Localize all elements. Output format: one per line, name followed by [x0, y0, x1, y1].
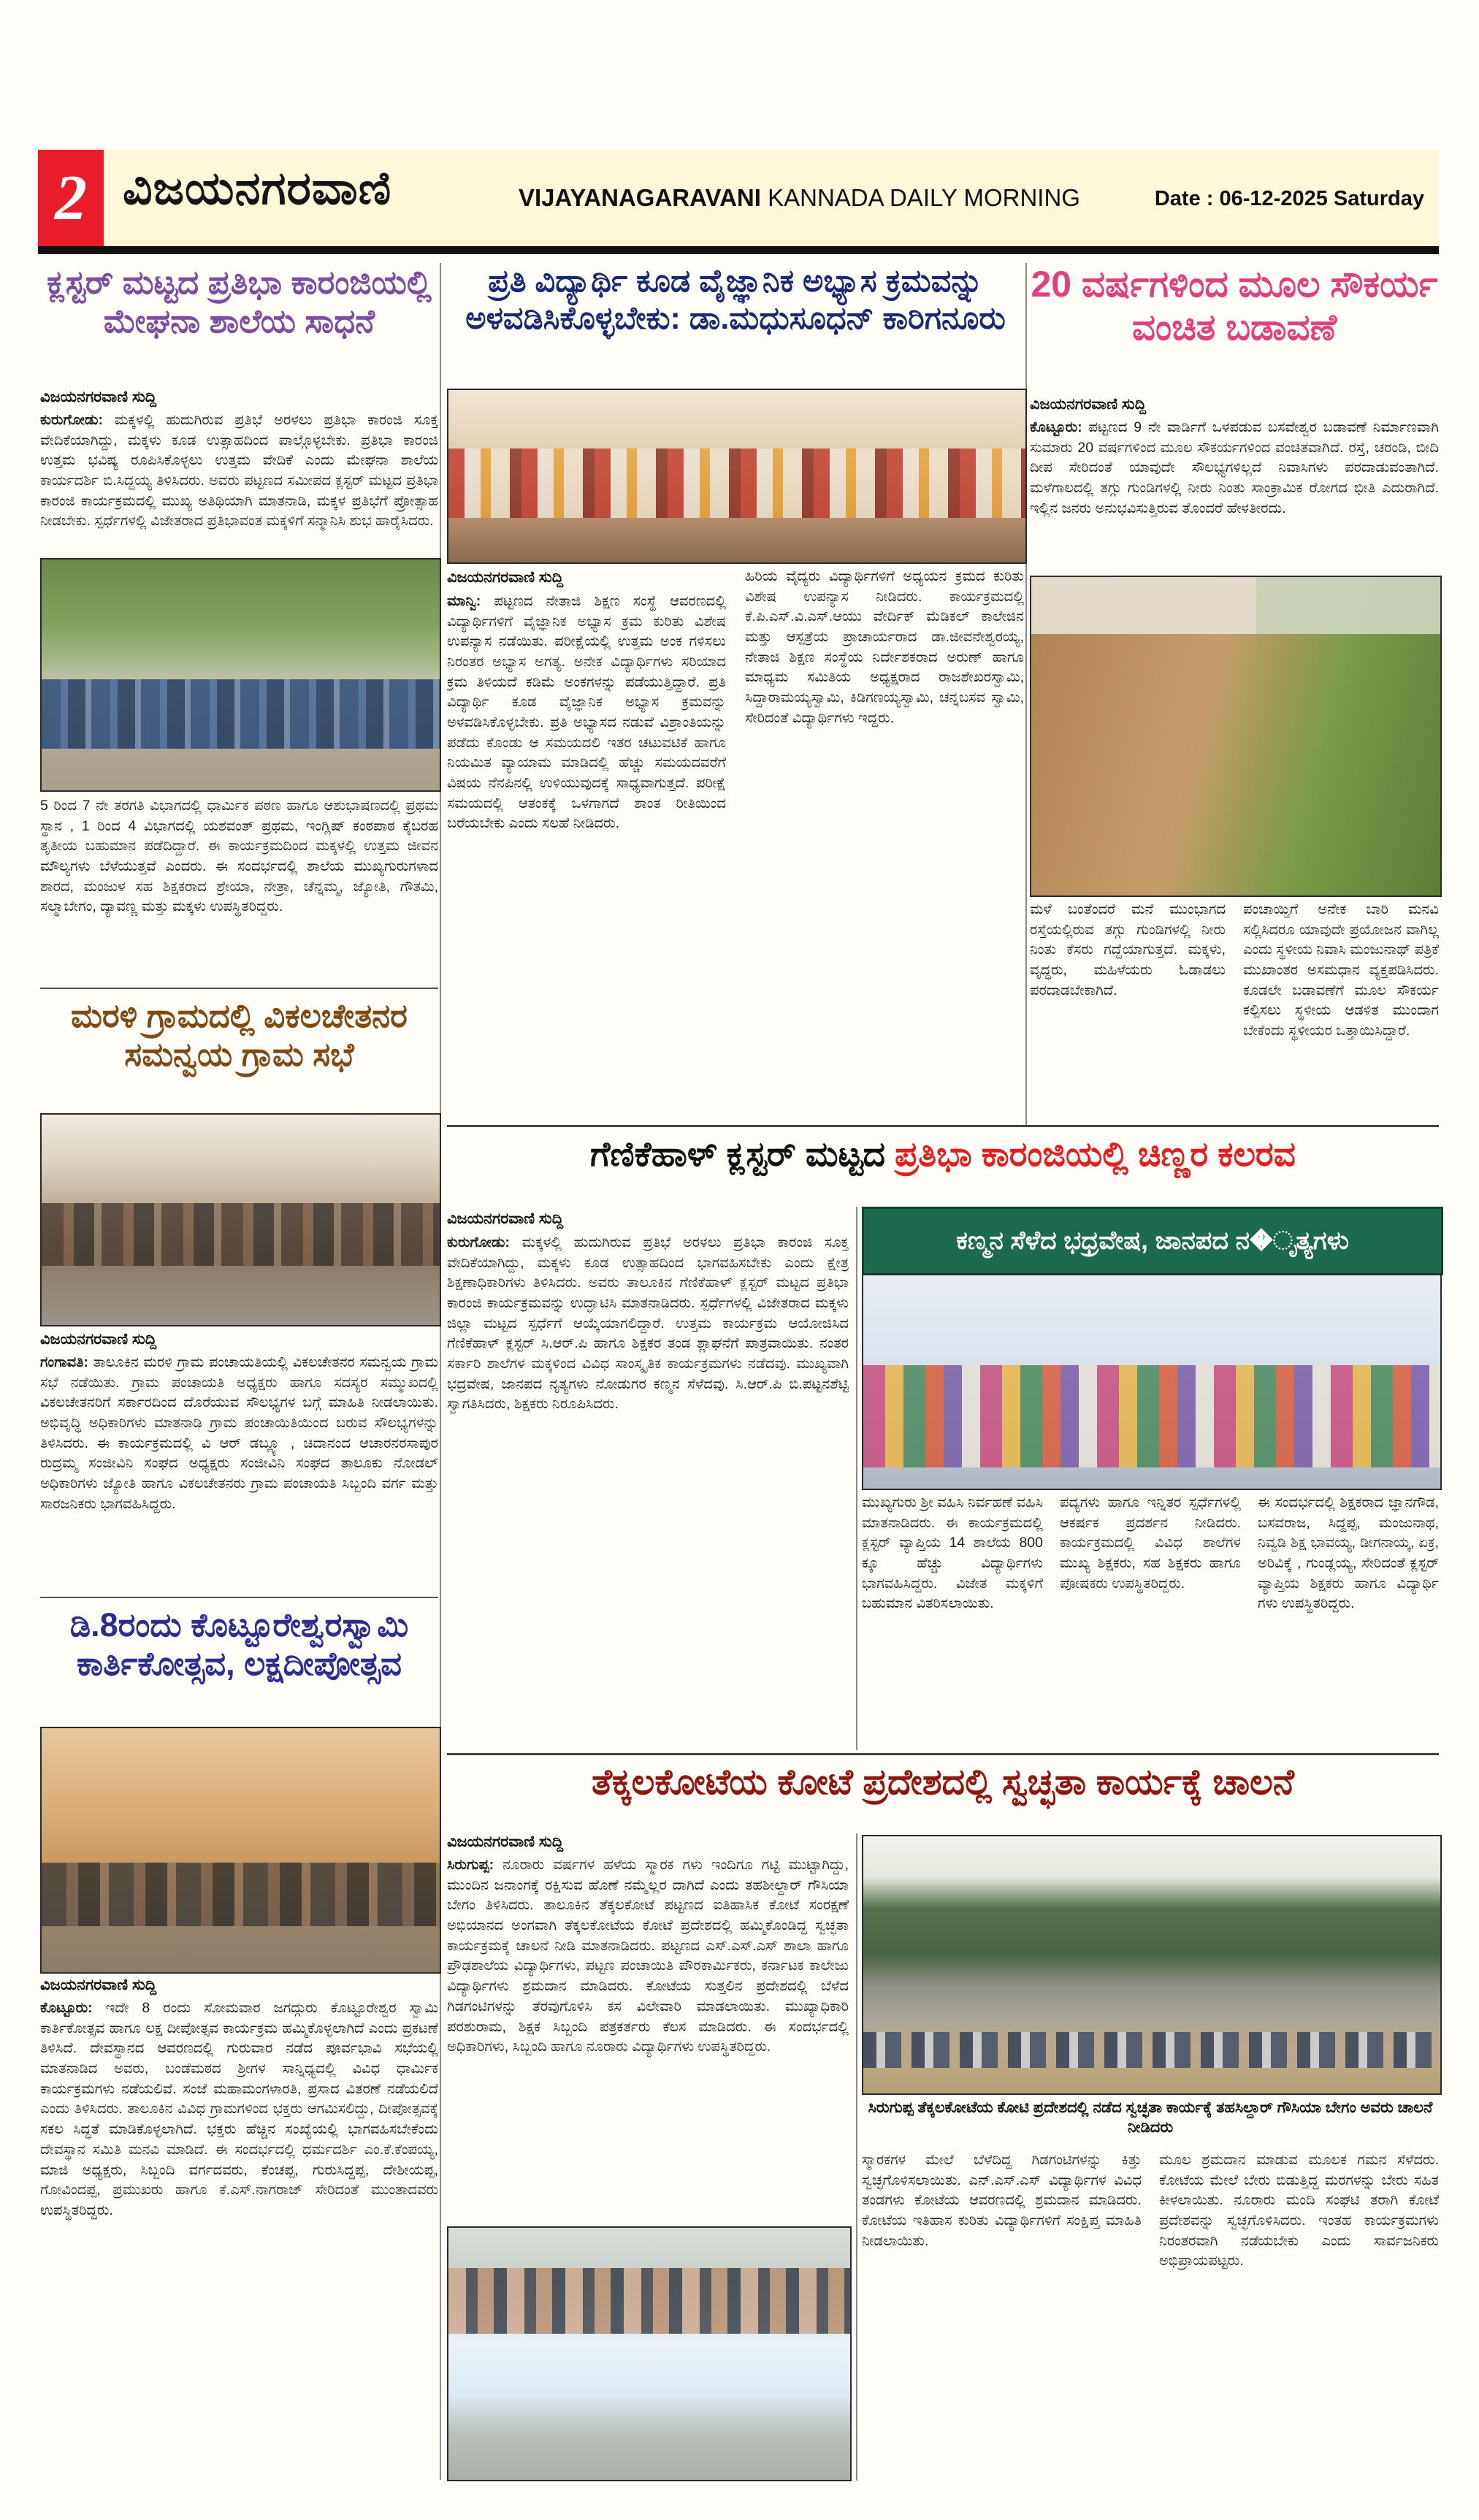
article-kalarava-col-d: ಈ ಸಂದರ್ಭದಲ್ಲಿ ಶಿಕ್ಷಕರಾದ ಜ್ಞಾನಗೌಡ, ಬಸವರಾಜ, ಸಿದ್ದಪ್ಪ, ಮಂಜುನಾಥ, ನಿವ್ವಡಿ ಶಿಕ್ಷ ಭಾವಯ್ಯ, ಡೀಗನಾಯ್ಕ, ಏಕ್ರ, ಅರಿವಿಕ್ಕೆ , ಗುಂಡ್ಲಯ್ಯ, ಸೇರಿದಂತೆ ಕ್ಲಸ್ಟರ್ ವ್ಯಾಪ್ತಿಯ ಶಿಕ್ಷಕರು ಹಾಗೂ ವಿದ್ಯಾರ್ಥಿ ಗಳು ಉಪಸ್ಥಿತರಿದ್ದರು.: [1258, 1494, 1439, 1612]
photo-costumed-children: [862, 1274, 1442, 1490]
body-text: ತಾಲೂಕಿನ ಮರಳಿ ಗ್ರಾಮ ಪಂಚಾಯತಿಯಲ್ಲಿ ವಿಕಲಚೇತನರ ಸಮನ್ವಯ ಗ್ರಾಮ ಸಭೆ ನಡೆಯಿತು. ಗ್ರಾಮ ಪಂಚಾಯತಿ ಅಧ್ಯಕ್ಷರು ಹಾಗೂ ಸದಸ್ಯರ ಸಮ್ಮುಖದಲ್ಲಿ ವಿಕಲಚೇತನರಿಗೆ ಸರ್ಕಾರದಿಂದ ದೊರೆಯುವ ಸೌಲಭ್ಯಗಳ ಬಗ್ಗೆ ಮಾಹಿತಿ ನೀಡಲಾಯಿತು. ಅಭಿವೃದ್ಧಿ ಅಧಿಕಾರಿಗಳು ಮಾತನಾಡಿ ಗ್ರಾಮ ಪಂಚಾಯಿತಿಯಿಂದ ಬರುವ ಸೌಲಭ್ಯಗಳನ್ನು ತಿಳಿಸಿದರು. ಈ ಕಾರ್ಯಕ್ರಮದಲ್ಲಿ ವಿ ಆರ್ ಡಬ್ಲ್ಯೂ , ಚಿದಾನಂದ ಆಚಾರನರಸಾಪುರ ರುದ್ರಮ್ಮ ಸಂಜೀವಿನಿ ಸಂಘದ ಅಧ್ಯಕ್ಷರು ಸಂಜೀವಿನಿ ಸಂಘದ ತಾಲೂಕು ನೋಡಲ್ ಅಧಿಕಾರಿಗಳು ಜ್ಯೋತಿ ಹಾಗೂ ವಿಕಲಚೇತನರು ಗ್ರಾಮ ಪಂಚಾಯತಿ ಸಿಬ್ಬಂದಿ ವರ್ಗ ಮತ್ತು ಸಾರಜನಿಕರು ಭಾಗವಹಿಸಿದ್ದರು.: [40, 1354, 438, 1512]
masthead-english-name: VIJAYANAGARAVANI: [519, 184, 761, 211]
body-text: ನೂರಾರು ವರ್ಷಗಳ ಹಳೆಯ ಸ್ಮಾರಕ ಗಳು ಇಂದಿಗೂ ಗಟ್ಟಿ ಮುಟ್ಟಾಗಿದ್ದು, ಮುಂದಿನ ಜನಾಂಗಕ್ಕೆ ರಕ್ಷಿಸುವ ಹೊಣೆ ನಮ್ಮೆಲ್ಲರ ದಾಗಿದೆ ಎಂದು ತಹಶೀಲ್ದಾರ್ ಗೌಸಿಯಾ ಬೇಗಂ ತಿಳಿಸಿದರು. ತಾಲೂಕಿನ ತೆಕ್ಕಲಕೋಟೆ ಪಟ್ಟಣದ ಐತಿಹಾಸಿಕ ಕೋಟೆ ಸಂರಕ್ಷಣೆ ಅಭಿಯಾನದ ಅಂಗವಾಗಿ ತೆಕ್ಕಲಕೋಟೆಯ ಕೋಟೆ ಪ್ರದೇಶದಲ್ಲಿ ಹಮ್ಮಿಕೊಂಡಿದ್ದ ಸ್ವಚ್ಛತಾ ಕಾರ್ಯಕ್ರಮಕ್ಕೆ ಚಾಲನೆ ನೀಡಿ ಮಾತನಾಡಿದರು. ಪಟ್ಟಣದ ಎಸ್.ಎಸ್.ಎಸ್ ಶಾಲಾ ಹಾಗೂ ಪ್ರೌಢಶಾಲೆಯ ವಿದ್ಯಾರ್ಥಿಗಳು, ಪಟ್ಟಣ ಪಂಚಾಯಿತಿ ಪೌರಕಾರ್ಮಿಕರು, ಕರ್ನಾಟಕ ಕಾಲೇಜು ವಿದ್ಯಾರ್ಥಿಗಳು ಶ್ರಮದಾನ ಮಾಡಿದರು. ಕೋಟೆಯ ಸುತ್ತಲಿನ ಪ್ರದೇಶದಲ್ಲಿ ಬೆಳೆದ ಗಿಡಗಂಟಿಗಳನ್ನು ತೆರವುಗೊಳಿಸಿ ಕಸ ವಿಲೇವಾರಿ ಮಾಡಲಾಯಿತು. ಮುಖ್ಯಾಧಿಕಾರಿ ಪರಶುರಾಮ, ಶಿಕ್ಷಕ ಸಿಬ್ಬಂದಿ ಪತ್ರಕರ್ತರು ಕೆಲಸ ಮಾಡಿದರು. ಈ ಸಂದರ್ಭದಲ್ಲಿ ಅಧಿಕಾರಿಗಳು, ಸಿಬ್ಬಂದಿ ಹಾಗೂ ನೂರಾರು ವಿದ್ಯಾರ್ಥಿಗಳು ಉಪಸ್ಥಿತರಿದ್ದರು.: [447, 1857, 849, 2055]
photo-detail: [42, 1863, 440, 1926]
photo-banner-students: [447, 2226, 852, 2481]
article-fort-byline: ವಿಜಯನಗರವಾಣಿ ಸುದ್ದಿ: [447, 1833, 564, 1850]
article-gramasabhe-byline: ವಿಜಯನಗರವಾಣಿ ಸುದ್ದಿ: [40, 1331, 157, 1348]
article-fort-columns: [862, 2150, 1439, 2481]
article-cluster-body: [40, 411, 438, 555]
photo-detail: [863, 2032, 1440, 2068]
dateline: ಕುರುಗೋಡು:: [40, 412, 103, 428]
article-fort-headline: ತೆಕ್ಕಲಕೋಟೆಯ ಕೋಟೆ ಪ್ರದೇಶದಲ್ಲಿ ಸ್ವಚ್ಛತಾ ಕಾರ್ಯಕ್ಕೆ ಚಾಲನೆ: [592, 1763, 1294, 1802]
article-cluster-byline: ವಿಜಯನಗರವಾಣಿ ಸುದ್ದಿ: [40, 389, 157, 405]
article-fort-col-c: ಮೂಲ ಶ್ರಮದಾನ ಮಾಡುವ ಮೂಲಕ ಗಮನ ಸೆಳೆದರು. ಕೋಟೆಯ ಮೇಲೆ ಬೇರು ಬಿಡುತ್ತಿದ್ದ ಮರಗಳನ್ನು ಬೇರು ಸಹಿತ ಕೀಳಲಾಯಿತು. ನೂರಾರು ಮಂದಿ ಸಂಘಟಿ ತರಾಗಿ ಕೋಟೆ ಪ್ರದೇಶವನ್ನು ಸ್ವಚ್ಛಗೊಳಿಸಿದರು. ಇಂತಹ ಕಾರ್ಯಕ್ರಮಗಳು ನಿರಂತರವಾಗಿ ನಡೆಯಬೇಕು ಎಂದು ಸಾರ್ವಜನಿಕರು ಅಭಿಪ್ರಾಯಪಟ್ಟರು.: [1159, 2152, 1439, 2269]
article-study-byline: ವಿಜಯನಗರವಾಣಿ ಸುದ್ದಿ: [447, 569, 564, 586]
date-label: Date : 06-12-2025 Saturday: [1154, 187, 1424, 210]
photo-detail: [42, 1203, 440, 1266]
dateline: ಗಂಗಾವತಿ:: [40, 1354, 88, 1370]
article-study-columns: [447, 567, 1024, 1047]
page-number-badge: 2: [38, 150, 104, 246]
photo-temple-meeting: [40, 1727, 441, 1974]
column-separator: [856, 1207, 857, 1750]
dateline: ಕುರುಗೋಡು:: [447, 1234, 510, 1251]
article-cluster-body-continued: 5 ರಿಂದ 7 ನೇ ತರಗತಿ ವಿಭಾಗದಲ್ಲಿ ಧಾರ್ಮಿಕ ಪಠಣ ಹಾಗೂ ಆಶುಭಾಷಣದಲ್ಲಿ ಪ್ರಥಮ ಸ್ಥಾನ , 1 ರಿಂದ 4 ವಿಭಾಗದಲ್ಲಿ ಯಶವಂತ್ ಪ್ರಥಮ, ಇಂಗ್ಲಿಷ್ ಕಂಠಪಾಠ ಕೈಬರಹ ತೃತೀಯ ಬಹುಮಾನ ಪಡೆದಿದ್ದಾರೆ. ಈ ಕಾರ್ಯಕ್ರಮದಿಂದ ಮಕ್ಕಳಲ್ಲಿ ಉತ್ತಮ ಜೀವನ ಮೌಲ್ಯಗಳು ಬೆಳೆಯುತ್ತವೆ ಎಂದರು. ಈ ಸಂದರ್ಭದಲ್ಲಿ ಶಾಲೆಯ ಮುಖ್ಯಗುರುಗಳಾದ ಶಾರದ, ಮಂಜುಳ ಸಹ ಶಿಕ್ಷಕರಾದ ಶ್ರೇಯಾ, ನೇತ್ರಾ, ಚೆನ್ನಮ್ಮ, ಜ್ಯೋತಿ, ಗೌತಮಿ, ಸಲ್ಮಾಬೇಗಂ, ದ್ಯಾವಣ್ಣ ಮತ್ತು ಮಕ್ಕಳು ಉಪಸ್ಥಿತರಿದ್ದರು.: [40, 798, 438, 915]
masthead-kannada-title: ವಿಜಯನಗರವಾಣಿ: [123, 163, 392, 214]
article-kalarava-subhead-banner: ಕಣ್ಮನ ಸೆಳೆದ ಭಧ್ರವೇಷ, ಜಾನಪದ ನ�ೃತ್ಯಗಳು: [862, 1207, 1443, 1275]
article-fort-col-a-wrap: [447, 1833, 849, 2222]
photo-school-children-group: [40, 558, 441, 792]
dateline: ಸಿರುಗುಪ್ಪ:: [447, 1857, 494, 1873]
body-text: ಇದೇ 8 ರಂದು ಸೋಮವಾರ ಜಗದ್ಗುರು ಕೊಟ್ಟೂರೇಶ್ವರ ಸ್ವಾಮಿ ಕಾರ್ತಿಕೋತ್ಸವ ಹಾಗೂ ಲಕ್ಷ ದೀಪೋತ್ಸವ ಕಾರ್ಯಕ್ರಮ ಹಮ್ಮಿಕೊಳ್ಳಲಾಗಿದೆ ಎಂದು ಪ್ರಕಟಣೆ ತಿಳಿಸಿದೆ. ದೇವಸ್ಥಾನದ ಆವರಣದಲ್ಲಿ ಗುರುವಾರ ನಡೆದ ಪೂರ್ವಭಾವಿ ಸಭೆಯಲ್ಲಿ ಮಾತನಾಡಿದ ಅವರು, ಬಂಡೆಮಠದ ಶ್ರೀಗಳ ಸಾನ್ನಿಧ್ಯದಲ್ಲಿ ವಿವಿಧ ಧಾರ್ಮಿಕ ಕಾರ್ಯಕ್ರಮಗಳು ನಡೆಯಲಿವೆ. ಸಂಜೆ ಮಹಾಮಂಗಳಾರತಿ, ಪ್ರಸಾದ ವಿತರಣೆ ನಡೆಯಲಿದೆ ಎಂದು ತಿಳಿಸಿದರು. ತಾಲೂಕಿನ ವಿವಿಧ ಗ್ರಾಮಗಳಿಂದ ಭಕ್ತರು ಆಗಮಿಸಲಿದ್ದು, ದೀಪೋತ್ಸವಕ್ಕೆ ಸಕಲ ಸಿದ್ಧತೆ ಮಾಡಿಕೊಳ್ಳಲಾಗಿದೆ. ಭಕ್ತರು ಹೆಚ್ಚಿನ ಸಂಖ್ಯೆಯಲ್ಲಿ ಭಾಗವಹಿಸಬೇಕೆಂದು ದೇವಸ್ಥಾನ ಸಮಿತಿ ಮನವಿ ಮಾಡಿದೆ. ಈ ಸಂದರ್ಭದಲ್ಲಿ ಧರ್ಮದರ್ಶಿ ಎಂ.ಕೆ.ಕೆಂಪಯ್ಯ, ಮಾಜಿ ಅಧ್ಯಕ್ಷರು, ಸಿಬ್ಬಂದಿ ವರ್ಗದವರು, ಕೆಂಚಪ್ಪ, ಗುರುಸಿದ್ದಪ್ಪ, ದೇಶೀಯಪ್ಪ, ಗೋವಿಂದಪ್ಪ, ಪ್ರಮುಖರು ಹಾಗೂ ಕೆ.ಎಸ್.ನಾಗರಾಜ್ ಸೇರಿದಂತೆ ಮುಂತಾದವರು ಉಪಸ್ಥಿತರಿದ್ದರು.: [40, 2000, 438, 2218]
masthead-tagline: KANNADA DAILY MORNING: [768, 184, 1080, 211]
article-kalarava-headline: [447, 1134, 1439, 1201]
article-kalarava-col-b: ಮುಖ್ಯಗುರು ಶ್ರೀ ವಹಿಸಿ ನಿರ್ವಹಣೆ ವಹಿಸಿ ಮಾತನಾಡಿದರು. ಈ ಕಾರ್ಯಕ್ರಮದಲ್ಲಿ ಕ್ಲಸ್ಟರ್ ವ್ಯಾಪ್ತಿಯ 14 ಶಾಲೆಯ 800 ಕ್ಕೂ ಹೆಚ್ಚು ವಿದ್ಯಾರ್ಥಿಗಳು ಭಾಗವಹಿಸಿದ್ದರು. ವಿಜೇತ ಮಕ್ಕಳಿಗೆ ಬಹುಮಾನ ವಿತರಿಸಲಾಯಿತು.: [862, 1494, 1043, 1612]
article-badavane-col-b: ಪಂಚಾಯ್ತಿಗೆ ಅನೇಕ ಬಾರಿ ಮನವಿ ಸಲ್ಲಿಸಿದರೂ ಯಾವುದೇ ಪ್ರಯೋಜನ ವಾಗಿಲ್ಲ ಎಂದು ಸ್ಥಳೀಯ ನಿವಾಸಿ ಮಂಜುನಾಥ್ ಪತ್ರಿಕೆ ಮುಖಾಂತರ ಅಸಮಧಾನ ವ್ಯಕ್ತಪಡಿಸಿದರು. ಕೂಡಲೇ ಬಡಾವಣೆಗೆ ಮೂಲ ಸೌಕರ್ಯ ಕಲ್ಪಿಸಲು ಸ್ಥಳೀಯ ಆಡಳಿತ ಮುಂದಾಗ ಬೇಕೆಂದು ಸ್ಥಳೀಯರ ಒತ್ತಾಯಿಸಿದ್ದಾರೆ.: [1243, 901, 1439, 1039]
article-kalarava-col-c: ಪದ್ಯಗಳು ಹಾಗೂ ಇನ್ನಿತರ ಸ್ಪರ್ಧೆಗಳಲ್ಲಿ ಆಕರ್ಷಕ ಪ್ರದರ್ಶನ ನೀಡಿದರು. ಕಾರ್ಯಕ್ರಮದಲ್ಲಿ ವಿವಿಧ ಶಾಲೆಗಳ ಮುಖ್ಯ ಶಿಕ್ಷಕರು, ಸಹ ಶಿಕ್ಷಕರು ಹಾಗೂ ಪೋಷಕರು ಉಪಸ್ಥಿತರಿದ್ದರು.: [1060, 1494, 1241, 1592]
photo-detail: [863, 1365, 1440, 1467]
article-kalarava-columns: [862, 1493, 1439, 1750]
photo-fort-cleanup: [862, 1835, 1442, 2095]
masthead-english-title: [519, 184, 1080, 212]
article-kottur-byline: ವಿಜಯನಗರವಾಣಿ ಸುದ್ದಿ: [40, 1977, 157, 1993]
body-text: ಮಕ್ಕಳಲ್ಲಿ ಹುದುಗಿರುವ ಪ್ರತಿಭೆ ಅರಳಲು ಪ್ರತಿಭಾ ಕಾರಂಜಿ ಸೂಕ್ತ ವೇದಿಕೆಯಾಗಿದ್ದು, ಮಕ್ಕಳು ಕೂಡ ಉತ್ಸಾಹದಿಂದ ಪಾಲ್ಗೊಳ್ಳಬೇಕು. ಪ್ರತಿಭಾ ಕಾರಂಜಿ ಉತ್ತಮ ಭವಿಷ್ಯ ರೂಪಿಸಿಕೊಳ್ಳಲು ಉತ್ತಮ ವೇದಿಕೆ ಎಂದು ಮೇಘನಾ ಶಾಲೆಯ ಕಾರ್ಯದರ್ಶಿ ಬಿ.ಸಿದ್ದಯ್ಯ ತಿಳಿಸಿದರು. ಅವರು ಪಟ್ಟಣದ ಸಮೀಪದ ಕ್ಲಸ್ಟರ್ ಮಟ್ಟದ ಪ್ರತಿಭಾ ಕಾರಂಜಿ ಕಾರ್ಯಕ್ರಮದಲ್ಲಿ ಮುಖ್ಯ ಅತಿಥಿಯಾಗಿ ಮಾತನಾಡಿ, ಮಕ್ಕಳ ಪ್ರತಿಭೆಗೆ ಪ್ರೋತ್ಸಾಹ ನೀಡಬೇಕು. ಸ್ಪರ್ಧೆಗಳಲ್ಲಿ ವಿಜೇತರಾದ ಪ್ರತಿಭಾವಂತ ಮಕ್ಕಳಿಗೆ ಸನ್ಮಾನಿಸಿ ಶುಭ ಹಾರೈಸಿದರು.: [40, 412, 438, 530]
masthead-rule: [38, 246, 1439, 254]
article-badavane-col-a: ಮಳೆ ಬಂತೆಂದರೆ ಮನೆ ಮುಂಭಾಗದ ರಸ್ತೆಯಲ್ಲಿರುವ ತಗ್ಗು ಗುಂಡಿಗಳಲ್ಲಿ ನೀರು ನಿಂತು ಕೆಸರು ಗದ್ದೆಯಾಗುತ್ತದೆ. ಮಕ್ಕಳು, ವೃದ್ಧರು, ಮಹಿಳೆಯರು ಓಡಾಡಲು ಪರದಾಡಬೇಕಾಗಿದೆ.: [1030, 901, 1226, 999]
body-text: ಮಕ್ಕಳಲ್ಲಿ ಹುದುಗಿರುವ ಪ್ರತಿಭೆ ಅರಳಲು ಪ್ರತಿಭಾ ಕಾರಂಜಿ ಸೂಕ್ತ ವೇದಿಕೆಯಾಗಿದ್ದು, ಮಕ್ಕಳು ಕೂಡ ಉತ್ಸಾಹದಿಂದ ಭಾಗವಹಿಸಬೇಕು ಎಂದು ಕ್ಷೇತ್ರ ಶಿಕ್ಷಣಾಧಿಕಾರಿಗಳು ತಿಳಿಸಿದರು. ಅವರು ತಾಲೂಕಿನ ಗೆಣಿಕೆಹಾಳ್ ಕ್ಲಸ್ಟರ್ ಮಟ್ಟದ ಪ್ರತಿಭಾ ಕಾರಂಜಿ ಕಾರ್ಯಕ್ರಮವನ್ನು ಉದ್ಘಾಟಿಸಿ ಮಾತನಾಡಿದರು. ಸ್ಪರ್ಧೆಗಳಲ್ಲಿ ವಿಜೇತರಾದ ಮಕ್ಕಳು ಜಿಲ್ಲಾ ಮಟ್ಟದ ಸ್ಪರ್ಧೆಗೆ ಆಯ್ಕೆಯಾಗಲಿದ್ದಾರೆ. ಉತ್ತಮ ಕಾರ್ಯಕ್ರಮ ಆಯೋಜಿಸಿದ ಗೆಣಿಕೆಹಾಳ್ ಕ್ಲಸ್ಟರ್ ಸಿ.ಆರ್.ಪಿ ಹಾಗೂ ಶಿಕ್ಷಕರ ತಂಡ ಶ್ಲಾಘನೆಗೆ ಪಾತ್ರವಾಯಿತು. ನಂತರ ಸರ್ಕಾರಿ ಶಾಲೆಗಳ ಮಕ್ಕಳಿಂದ ವಿವಿಧ ಸಾಂಸ್ಕೃತಿಕ ಕಾರ್ಯಕ್ರಮಗಳು ನಡೆದವು. ಮುಖ್ಯವಾಗಿ ಭದ್ರವೇಷ, ಜಾನಪದ ನೃತ್ಯಗಳು ನೋಡುಗರ ಕಣ್ಮನ ಸೆಳೆದವು. ಸಿ.ಆರ್.ಪಿ ಬಿ.ಪಟ್ಟನಶೆಟ್ಟಿ ಸ್ವಾಗತಿಸಿದರು, ಶಿಕ್ಷಕರು ನಿರೂಪಿಸಿದರು.: [447, 1234, 849, 1413]
article-badavane-body: [1030, 418, 1439, 571]
body-text: ಪಟ್ಟಣದ ನೇತಾಜಿ ಶಿಕ್ಷಣ ಸಂಸ್ಥೆ ಆವರಣದಲ್ಲಿ ವಿದ್ಯಾರ್ಥಿಗಳಿಗೆ ವೈಜ್ಞಾನಿಕ ಅಭ್ಯಾಸ ಕ್ರಮ ಕುರಿತು ವಿಶೇಷ ಉಪನ್ಯಾಸ ನಡೆಯಿತು. ಪರೀಕ್ಷೆಯಲ್ಲಿ ಉತ್ತಮ ಅಂಕ ಗಳಿಸಲು ನಿರಂತರ ಅಭ್ಯಾಸ ಅಗತ್ಯ. ಅನೇಕ ವಿದ್ಯಾರ್ಥಿಗಳು ಸರಿಯಾದ ಕ್ರಮ ತಿಳಿಯದೆ ಕಡಿಮೆ ಅಂಕಗಳನ್ನು ಪಡೆಯುತ್ತಿದ್ದಾರೆ. ಪ್ರತಿ ವಿದ್ಯಾರ್ಥಿ ಕೂಡ ವೈಜ್ಞಾನಿಕ ಅಭ್ಯಾಸ ಕ್ರಮವನ್ನು ಅಳವಡಿಸಿಕೊಳ್ಳಬೇಕು. ಪ್ರತಿ ಅಭ್ಯಾಸದ ನಡುವೆ ವಿಶ್ರಾಂತಿಯನ್ನು ಪಡೆದು ಕೊಂಡು ಆ ಸಮಯದಲಿ ಇತರ ಚಟುವಟಿಕೆ ಹಾಗೂ ನಿಯಮಿತ ವ್ಯಾಯಾಮ ಮಾಡಿದಲ್ಲಿ ಹೆಚ್ಚು ಸಮಯದವರೆಗೆ ವಿಷಯ ನೆನಪಿನಲ್ಲಿ ಉಳಿಯುವುದಕ್ಕೆ ಸಾಧ್ಯವಾಗುತ್ತದೆ. ಪರೀಕ್ಷೆ ಸಮಯದಲ್ಲಿ ಆತಂಕಕ್ಕೆ ಒಳಗಾಗದೆ ಶಾಂತ ರೀತಿಯಿಂದ ಬರೆಯಬೇಕು ಎಂದು ಸಲಹೆ ನೀಡಿದರು.: [447, 592, 726, 832]
photo-muddy-road: [1030, 576, 1442, 897]
dateline: ಕೊಟ್ಟೂರು:: [1030, 419, 1082, 435]
article-fort-col-a: [447, 1855, 849, 2222]
column-separator: [856, 1833, 857, 2481]
dateline: ಮಾನ್ವಿ:: [447, 592, 481, 609]
section-divider: [447, 1125, 1439, 1127]
headline-red-part: ಪ್ರತಿಭಾ ಕಾರಂಜಿಯಲ್ಲಿ ಚಿಣ್ಣರ ಕಲರವ: [895, 1134, 1296, 1173]
photo-village-meeting: [40, 1113, 441, 1326]
photo-detail: [42, 679, 440, 749]
article-kottur-headline: ಡಿ.8ರಂದು ಕೊಟ್ಟೂರೇಶ್ವರಸ್ವಾಮಿ ಕಾರ್ತಿಕೋತ್ಸವ, ಲಕ್ಷದೀಪೋತ್ಸವ: [69, 1606, 409, 1683]
article-kottur-body: [40, 1998, 438, 2479]
photo-detail: [448, 2268, 850, 2334]
photo-detail: [1031, 577, 1440, 634]
dateline: ಕೊಟ್ಟೂರು:: [40, 2000, 93, 2016]
article-divider: [40, 1597, 438, 1598]
article-fort-col-b: ಸ್ಮಾರಕಗಳ ಮೇಲೆ ಬೆಳೆದಿದ್ದ ಗಿಡಗಂಟಿಗಳನ್ನು ಕಿತ್ತು ಸ್ವಚ್ಛಗೊಳಿಸಲಾಯಿತು. ಎನ್.ಎಸ್.ಎಸ್ ವಿದ್ಯಾರ್ಥಿಗಳ ವಿವಿಧ ತಂಡಗಳು ಕೋಟೆಯ ಆವರಣದಲ್ಲಿ ಶ್ರಮದಾನ ಮಾಡಿದರು. ಕೋಟೆಯ ಇತಿಹಾಸ ಕುರಿತು ವಿದ್ಯಾರ್ಥಿಗಳಿಗೆ ಸಂಕ್ಷಿಪ್ತ ಮಾಹಿತಿ ನೀಡಲಾಯಿತು.: [862, 2152, 1142, 2249]
article-badavane-headline: 20 ವರ್ಷಗಳಿಂದ ಮೂಲ ಸೌಕರ್ಯ ವಂಚಿತ ಬಡಾವಣೆ: [1031, 264, 1438, 348]
article-cluster-headline: ಕ್ಲಸ್ಟರ್ ಮಟ್ಟದ ಪ್ರತಿಭಾ ಕಾರಂಜಿಯಲ್ಲಿ ಮೇಘನಾ ಶಾಲೆಯ ಸಾಧನೆ: [47, 264, 432, 340]
article-kalarava-byline: ವಿಜಯನಗರವಾಣಿ ಸುದ್ದಿ: [447, 1210, 564, 1227]
article-badavane-byline: ವಿಜಯನಗರವಾಣಿ ಸುದ್ದಿ: [1030, 396, 1147, 413]
headline-black-part: ಗೆಣಿಕೆಹಾಳ್ ಕ್ಲಸ್ಟರ್ ಮಟ್ಟದ: [590, 1134, 885, 1173]
article-study-headline: ಪ್ರತಿ ವಿದ್ಯಾರ್ಥಿ ಕೂಡ ವೈಜ್ಞಾನಿಕ ಅಭ್ಯಾಸ ಕ್ರಮವನ್ನು ಅಳವಡಿಸಿಕೊಳ್ಳಬೇಕು: ಡಾ.ಮಧುಸೂಧನ್ ಕಾರಿಗನೂರು: [465, 264, 1006, 336]
body-text: ಪಟ್ಟಣದ 9 ನೇ ವಾರ್ಡಿಗೆ ಒಳಪಡುವ ಬಸವೇಶ್ವರ ಬಡಾವಣೆ ನಿರ್ಮಾಣವಾಗಿ ಸುಮಾರು 20 ವರ್ಷಗಳಿಂದ ಮೂಲ ಸೌಕರ್ಯಗಳಿಂದ ವಂಚಿತವಾಗಿದೆ. ರಸ್ತೆ, ಚರಂಡಿ, ಬೀದಿ ದೀಪ ಸೇರಿದಂತೆ ಯಾವುದೇ ಸೌಲಭ್ಯಗಳಿಲ್ಲದೆ ನಿವಾಸಿಗಳು ಪರದಾಡುವಂತಾಗಿದೆ. ಮಳೆಗಾಲದಲ್ಲಿ ತಗ್ಗು ಗುಂಡಿಗಳಲ್ಲಿ ನೀರು ನಿಂತು ಸಾಂಕ್ರಾಮಿಕ ರೋಗದ ಭೀತಿ ಎದುರಾಗಿದೆ. ಇಲ್ಲಿನ ಜನರು ಅನುಭವಿಸುತ್ತಿರುವ ತೊಂದರೆ ಹೇಳತೀರದು.: [1030, 419, 1439, 516]
article-study-col-b: ಹಿರಿಯ ವೈದ್ಯರು ವಿದ್ಯಾರ್ಥಿಗಳಿಗೆ ಅಧ್ಯಯನ ಕ್ರಮದ ಕುರಿತು ವಿಶೇಷ ಉಪನ್ಯಾಸ ನೀಡಿದರು. ಕಾರ್ಯಕ್ರಮದಲ್ಲಿ ಕೆ.ಪಿ.ಎಸ್.ವಿ.ಎಸ್.ಆಯು ವೇರ್ದಿಕ್ ಮೆಡಿಕಲ್ ಕಾಲೇಜಿನ ಮತ್ತು ಆಸ್ಪತ್ರೆಯ ಪ್ರಾಚಾರ್ಯರಾದ ಡಾ.ಜೀವನೇಶ್ವರಯ್ಯ, ನೇತಾಜಿ ಶಿಕ್ಷಣ ಸಂಸ್ಥೆಯ ನಿರ್ದೇಶಕರಾದ ಅರುಣ್ ಹಾಗೂ ಮಾಧ್ಯಮ ಸಮಿತಿಯ ಅಧ್ಯಕ್ಷರಾದ ರಾಜಶೇಖರಸ್ವಾಮಿ, ಸಿದ್ದಾರಾಮಯ್ಯಸ್ವಾಮಿ, ಕಿಡಿಗಣಯ್ಯಸ್ವಾಮಿ, ಚನ್ನಬಸವ ಸ್ವಾಮಿ, ಸೇರಿದಂತೆ ವಿದ್ಯಾರ್ಥಿಗಳು ಇದ್ದರು.: [745, 568, 1024, 726]
article-gramasabhe-body: [40, 1353, 438, 1594]
photo-fort-caption: ಸಿರುಗುಪ್ಪ ತೆಕ್ಕಲಕೋಟೆಯ ಕೋಟಿ ಪ್ರದೇಶದಲ್ಲಿ ನಡೆದ ಸ್ವಚ್ಛತಾ ಕಾರ್ಯಕ್ಕೆ ತಹಸಿಲ್ದಾರ್ ಗೌಸಿಯಾ ಬೇಗಂ ಅವರು ಚಾಲನೆ ನೀಡಿದರು: [868, 2099, 1433, 2137]
section-divider: [447, 1753, 1439, 1755]
article-badavane-columns: [1030, 900, 1439, 1119]
photo-detail: [448, 448, 1025, 517]
article-study-col-a: [447, 567, 726, 1047]
article-divider: [40, 988, 438, 989]
article-kalarava-col-a: [447, 1208, 849, 1750]
photo-stage-felicitation: [447, 389, 1027, 564]
article-gramasabhe-headline: ಮರಳಿ ಗ್ರಾಮದಲ್ಲಿ ವಿಕಲಚೇತನರ ಸಮನ್ವಯ ಗ್ರಾಮ ಸಭೆ: [71, 997, 408, 1074]
